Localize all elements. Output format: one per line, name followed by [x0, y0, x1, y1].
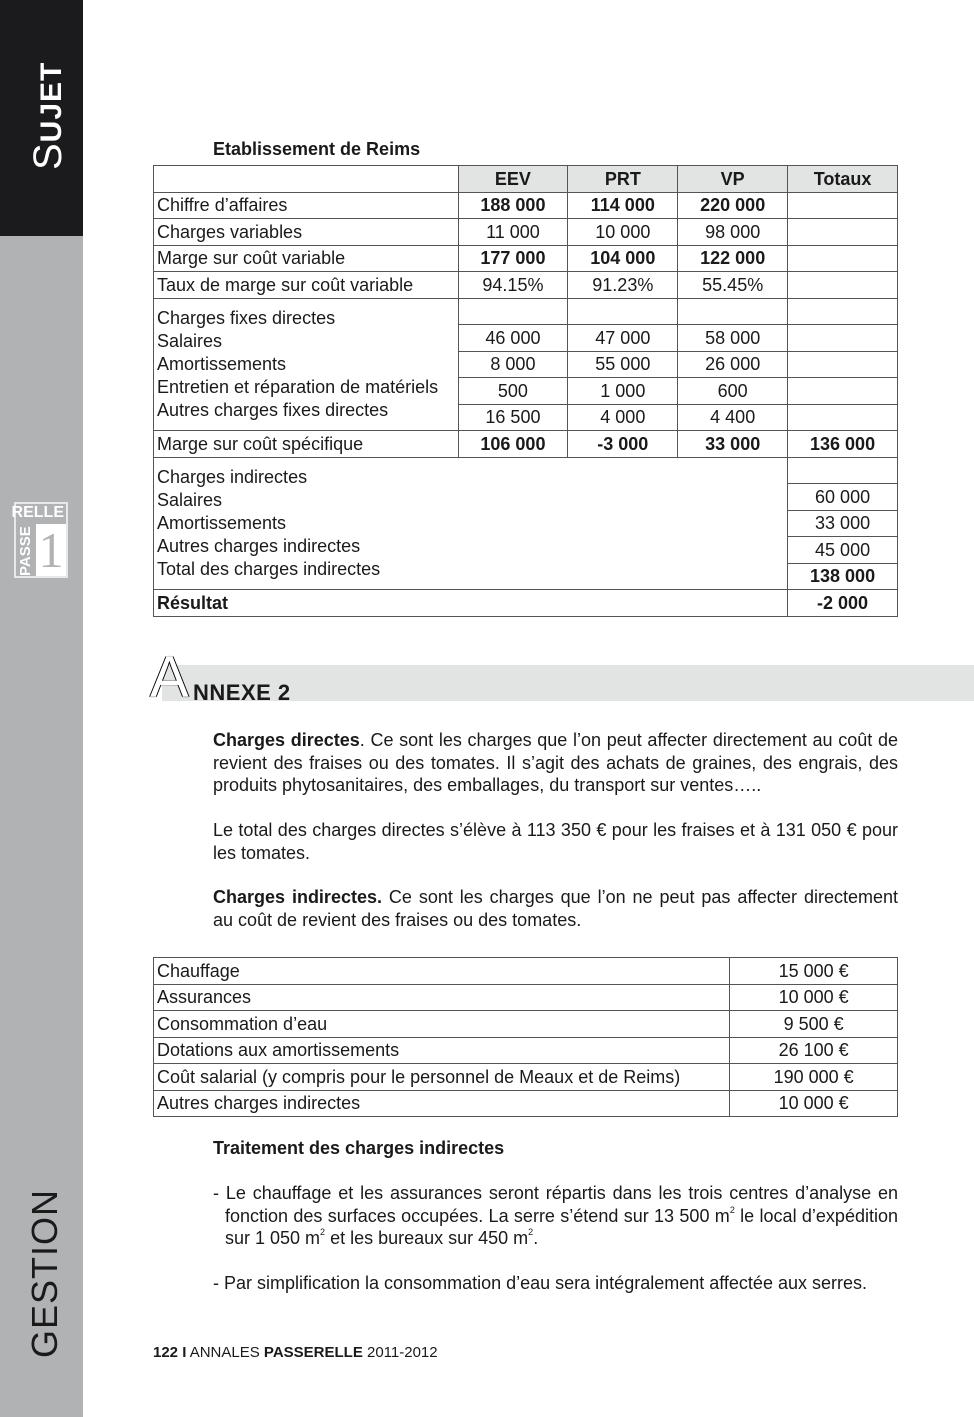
treatment-item-water: - Par simplification la consommation d’eau sera intégralement affectée aux serres. — [213, 1273, 867, 1293]
treatment-item-heating: - Le chauffage et les assurances seront répartis dans les trois centres d’analyse en fonction des surfaces occupées. La serre s’étend sur 13 500 $m^2$ le local d’expédition sur 1 050 $m^2$ et les bureaux sur 450 $m^2$. — [213, 1183, 898, 1248]
total-cell: 45 000 — [788, 537, 898, 564]
paragraph-indirect-charges: Charges indirectes. Ce sont les charges que l’on ne peut pas affecter directement au coût de revient des fraises ou des tomates. — [213, 887, 899, 930]
value-cell — [678, 298, 788, 325]
row-label: Charges indirectes — [157, 466, 308, 487]
charge-label: Consommation d’eau — [154, 1011, 730, 1038]
value-cell: 10 000 — [568, 219, 678, 246]
value-cell: 46 000 — [458, 325, 568, 352]
row-label: Autres charges fixes directes — [157, 399, 389, 420]
row-label: Amortissements — [157, 512, 287, 533]
row-label: Charges fixes directes — [157, 307, 336, 328]
value-cell: 122 000 — [678, 245, 788, 272]
results-table — [153, 165, 898, 617]
passerelle-logo: RELLE PASSE 1 — [14, 502, 68, 578]
value-cell — [788, 404, 898, 431]
table-row — [154, 590, 898, 617]
table-row — [154, 457, 898, 484]
value-cell: 1 000 — [568, 378, 678, 405]
value-cell: 177 000 — [458, 245, 568, 272]
column-header: EEV — [458, 166, 568, 193]
table-row — [154, 958, 898, 985]
value-cell — [458, 298, 568, 325]
paragraph-direct-total: Le total des charges directes s’élève à 113 350 € pour les fraises et à 131 050 € pour les tomates. — [213, 820, 898, 863]
value-cell: 188 000 — [458, 192, 568, 219]
row-label: Amortissements — [157, 353, 287, 374]
fixed-charges-labels — [154, 298, 459, 431]
table-row — [154, 219, 898, 246]
row-label: Charges variables — [154, 219, 459, 246]
value-cell — [788, 325, 898, 352]
section-title: Etablissement de Reims — [213, 139, 421, 159]
charge-amount: 26 100 € — [730, 1037, 898, 1064]
row-label: Salaires — [157, 330, 223, 351]
charge-label: Chauffage — [154, 958, 730, 985]
total-cell: 33 000 — [788, 510, 898, 537]
charge-amount: 9 500 € — [730, 1011, 898, 1038]
charge-label: Autres charges indirectes — [154, 1090, 730, 1117]
value-cell: 500 — [458, 378, 568, 405]
charge-amount: 10 000 € — [730, 984, 898, 1011]
table-row — [154, 984, 898, 1011]
charge-amount: 190 000 € — [730, 1064, 898, 1091]
section-label-sujet: SUJET — [26, 61, 70, 170]
value-cell: 16 500 — [458, 404, 568, 431]
column-header: Totaux — [788, 166, 898, 193]
value-cell: -3 000 — [568, 431, 678, 458]
value-cell: 94.15% — [458, 272, 568, 299]
column-header — [154, 166, 459, 193]
total-cell: 138 000 — [788, 563, 898, 590]
value-cell: 55 000 — [568, 351, 678, 378]
value-cell: 11 000 — [458, 219, 568, 246]
row-label: Marge sur coût variable — [154, 245, 459, 272]
value-cell — [788, 351, 898, 378]
table-row — [154, 245, 898, 272]
row-label: Autres charges indirectes — [157, 535, 361, 556]
result-label: Résultat — [154, 590, 788, 617]
page-footer: 122 I ANNALES PASSERELLE 2011-2012 — [153, 1344, 438, 1361]
column-header: PRT — [568, 166, 678, 193]
table-row — [154, 166, 898, 193]
table-row — [154, 1037, 898, 1064]
value-cell — [788, 219, 898, 246]
treatment-title: Traitement des charges indirectes — [213, 1138, 505, 1158]
table-row — [154, 298, 898, 325]
value-cell: 98 000 — [678, 219, 788, 246]
value-cell: 91.23% — [568, 272, 678, 299]
table-row — [154, 1064, 898, 1091]
row-label: Taux de marge sur coût variable — [154, 272, 459, 299]
section-label-gestion: GESTION — [24, 1188, 65, 1358]
value-cell: 33 000 — [678, 431, 788, 458]
value-cell: 4 000 — [568, 404, 678, 431]
value-cell: 106 000 — [458, 431, 568, 458]
row-label: Total des charges indirectes — [157, 558, 381, 579]
value-cell: 58 000 — [678, 325, 788, 352]
table-row — [154, 431, 898, 458]
table-row — [154, 272, 898, 299]
paragraph-direct-charges: Charges directes. Ce sont les charges que l’on peut affecter directement au coût de revient des fraises ou des tomates. Il s’agit des achats de graines, des engrais, des produits phytosanitaires, des emballages, du transport sur ventes….. — [213, 730, 898, 795]
value-cell: 600 — [678, 378, 788, 405]
value-cell — [568, 298, 678, 325]
value-cell: 26 000 — [678, 351, 788, 378]
result-value: -2 000 — [788, 590, 898, 617]
row-label: Salaires — [157, 489, 223, 510]
row-label: Marge sur coût spécifique — [154, 431, 459, 458]
value-cell: 114 000 — [568, 192, 678, 219]
value-cell: 104 000 — [568, 245, 678, 272]
charge-label: Coût salarial (y compris pour le personnel de Meaux et de Reims) — [154, 1064, 730, 1091]
row-label: Entretien et réparation de matériels — [157, 376, 439, 397]
total-cell — [788, 457, 898, 484]
column-header: VP — [678, 166, 788, 193]
value-cell: 47 000 — [568, 325, 678, 352]
value-cell: 4 400 — [678, 404, 788, 431]
value-cell: 220 000 — [678, 192, 788, 219]
value-cell: 8 000 — [458, 351, 568, 378]
value-cell: 55.45% — [678, 272, 788, 299]
value-cell: 136 000 — [788, 431, 898, 458]
value-cell — [788, 298, 898, 325]
table-row — [154, 1011, 898, 1038]
charge-amount: 10 000 € — [730, 1090, 898, 1117]
charge-label: Dotations aux amortissements — [154, 1037, 730, 1064]
value-cell — [788, 192, 898, 219]
charge-amount: 15 000 € — [730, 958, 898, 985]
total-cell: 60 000 — [788, 484, 898, 511]
table-row — [154, 1090, 898, 1117]
table-row — [154, 192, 898, 219]
annex-initial: A — [150, 645, 189, 710]
indirect-charges-labels — [154, 457, 788, 590]
value-cell — [788, 245, 898, 272]
value-cell — [788, 272, 898, 299]
indirect-charges-table — [153, 957, 898, 1117]
value-cell — [788, 378, 898, 405]
charge-label: Assurances — [154, 984, 730, 1011]
annex-title: NNEXE 2 — [193, 680, 291, 705]
row-label: Chiffre d’affaires — [154, 192, 459, 219]
